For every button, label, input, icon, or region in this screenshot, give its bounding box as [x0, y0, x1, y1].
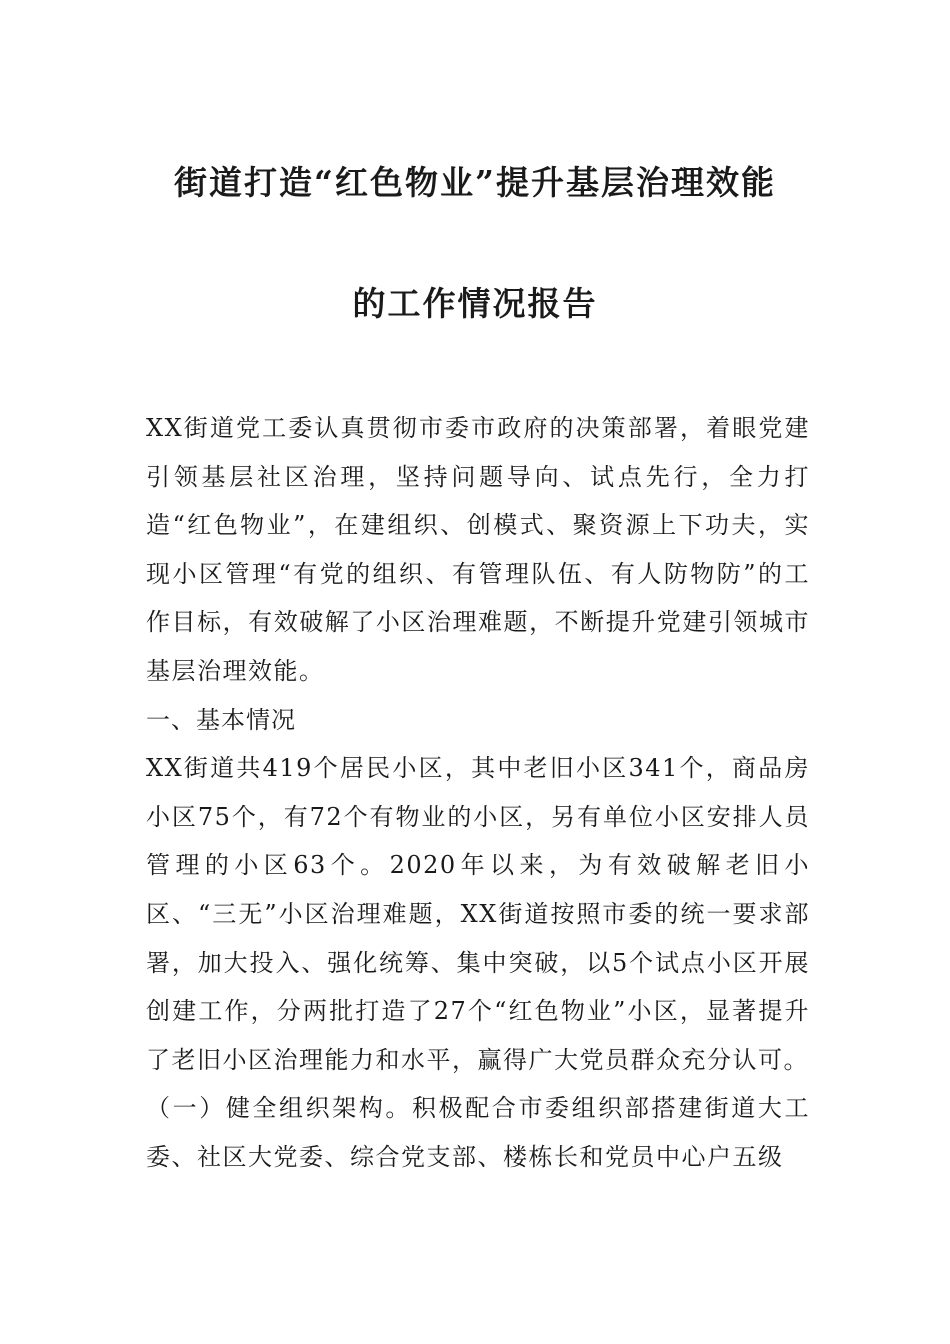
organization-paragraph: （一）健全组织架构。积极配合市委组织部搭建街道大工委、社区大党委、综合党支部、楼栋长和党员中心户五级 [146, 1094, 810, 1171]
basic-situation-paragraph: XX街道共419个居民小区，其中老旧小区341个，商品房小区75个，有72个有物业的小区，另有单位小区安排人员管理的小区63个。2020年以来，为有效破解老旧小区、“三无”小区治理难题，XX街道按照市委的统一要求部署，加大投入、强化统筹、集中突破，以5个试点小区开展创建工作，分两批打造了27个“红色物业”小区，显著提升了老旧小区治理能力和水平，赢得广大党员群众充分认可。 [146, 754, 810, 1074]
document-body [146, 404, 810, 1182]
document-title-line-2: 的工作情况报告 [352, 284, 598, 323]
intro-paragraph: XX街道党工委认真贯彻市委市政府的决策部署，着眼党建引领基层社区治理，坚持问题导向、试点先行，全力打造“红色物业”，在建组织、创模式、聚资源上下功夫，实现小区管理“有党的组织、有管理队伍、有人防物防”的工作目标，有效破解了小区治理难题，不断提升党建引领城市基层治理效能。 [146, 414, 810, 685]
section-heading-basic-situation: 一、基本情况 [146, 705, 296, 734]
document-title-line-1: 街道打造“红色物业”提升基层治理效能 [174, 163, 776, 202]
